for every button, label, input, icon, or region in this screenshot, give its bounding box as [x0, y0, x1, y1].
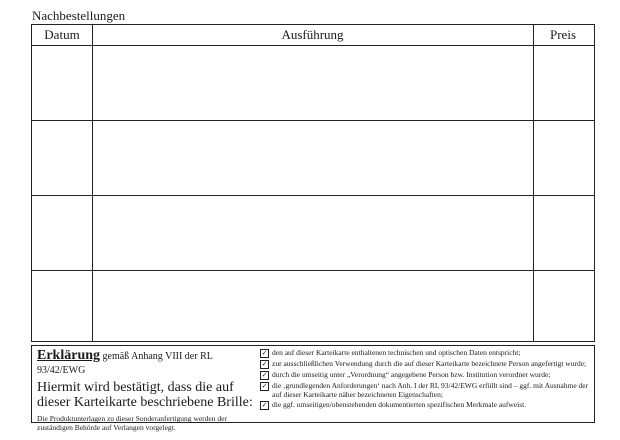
row-divider: [32, 195, 594, 196]
orders-table: [31, 24, 595, 342]
declaration-box: [31, 345, 595, 432]
column-header-ausfuehrung: Ausführung: [281, 27, 344, 42]
checkbox-checked[interactable]: [260, 360, 269, 369]
column-header-datum: Datum: [44, 27, 80, 42]
check-item: [260, 360, 592, 369]
check-item-text: durch die umseitig unter „Verordnung“ angegebene Person bzw. Institution verordnet wurde;: [272, 370, 551, 379]
section-title: Nachbestellungen: [32, 8, 126, 23]
check-item-text: die ‚grundlegenden Anforderungen‘ nach Anh. I der RL 93/42/EWG erfüllt sind – ggf. mit Ausnahme der auf dieser Karteikarte näher bezeichneten Eigenschaften;: [272, 381, 589, 399]
check-item: [260, 371, 592, 380]
declaration-main-text: Hiermit wird bestätigt, dass die auf dieser Karteikarte beschriebene Brille:: [37, 380, 253, 410]
column-divider: [92, 25, 93, 341]
checkmark-icon: ✓: [261, 349, 268, 357]
checkbox-checked[interactable]: [260, 401, 269, 410]
declaration-note: Die Produktunterlagen zu dieser Sonderanfertigung werden der zuständigen Behörde auf Verlangen vorgelegt.: [37, 414, 227, 432]
row-divider: [32, 270, 594, 271]
checkmark-icon: ✓: [261, 382, 268, 390]
check-item-text: den auf dieser Karteikarte enthaltenen technischen und optischen Daten entspricht;: [272, 348, 521, 357]
checkmark-icon: ✓: [261, 401, 268, 409]
check-item: [260, 349, 592, 358]
declaration-checklist: [260, 349, 592, 412]
checkmark-icon: ✓: [261, 360, 268, 368]
checkbox-checked[interactable]: [260, 371, 269, 380]
check-item: [260, 382, 592, 399]
checkbox-checked[interactable]: [260, 382, 269, 391]
declaration-heading: [37, 349, 255, 378]
declaration-title: Erklärung: [37, 348, 101, 363]
check-item-text: die ggf. umseitigen/obenstehenden dokumentierten spezifischen Merkmale aufweist.: [272, 400, 527, 409]
column-header-preis: Preis: [550, 27, 576, 42]
check-item-text: zur ausschließlichen Verwendung durch die auf dieser Karteikarte bezeichnete Person angefertigt wurde;: [272, 359, 587, 368]
row-divider: [32, 120, 594, 121]
declaration-left: [37, 349, 255, 432]
checkbox-checked[interactable]: [260, 349, 269, 358]
declaration-subtitle: gemäß Anhang VIII der RL 93/42/EWG: [37, 351, 213, 376]
column-divider: [533, 25, 534, 341]
checkmark-icon: ✓: [261, 371, 268, 379]
table-header: [32, 25, 594, 46]
check-item: [260, 401, 592, 410]
